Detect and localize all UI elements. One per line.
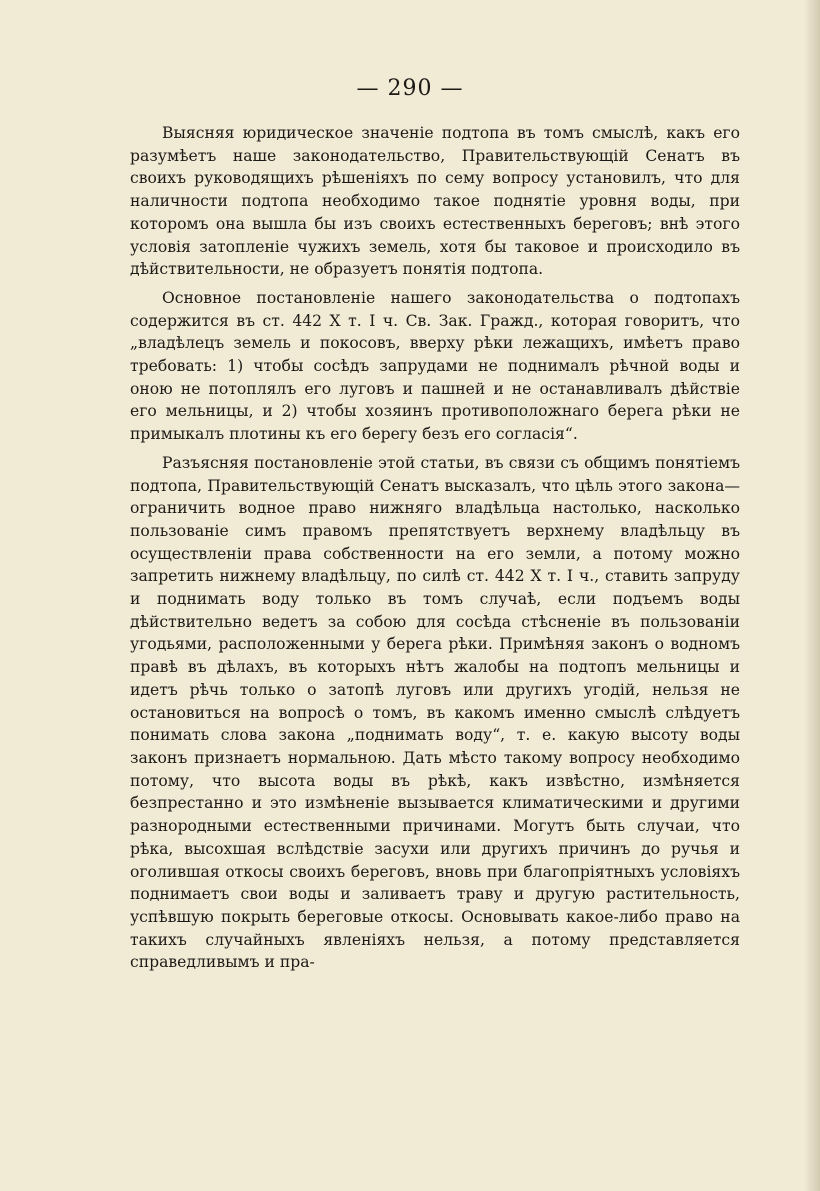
page-edge-shadow [804,0,820,1191]
page-number: — 290 — [356,76,464,101]
body-text [130,122,740,980]
paragraph-3: Разъясняя постановленiе этой статьи, въ связи съ общимъ понятiемъ подтопа, Правительствующiй Сенатъ высказалъ, что цѣль этого закона—ограничить водное право нижняго владѣльца настолько, насколько пользованiе симъ правомъ препятствуетъ верхнему владѣльцу въ осуществленiи права собственности на его земли, а потому можно запретить нижнему владѣльцу, по силѣ ст. 442 X т. I ч., ставить запруду и поднимать воду только въ томъ случаѣ, если подъемъ воды дѣйствительно ведетъ за собою для сосѣда стѣсненiе въ пользованiи угодьями, расположенными у берега рѣки. Примѣняя законъ о водномъ правѣ въ дѣлахъ, въ которыхъ нѣтъ жалобы на подтопъ мельницы и идетъ рѣчь только о затопѣ луговъ или другихъ угодiй, нельзя не остановиться на вопросѣ о томъ, въ какомъ именно смыслѣ слѣдуетъ понимать слова закона „поднимать воду“, т. е. какую высоту воды законъ признаетъ нормальною. Дать мѣсто такому вопросу необходимо потому, что высота воды въ рѣкѣ, какъ извѣстно, измѣняется безпрестанно и это измѣненiе вызывается климатическими и другими разнородными естественными причинами. Могутъ быть случаи, что рѣка, высохшая вслѣдствiе засухи или другихъ причинъ до ручья и оголившая откосы своихъ береговъ, вновь при благопрiятныхъ условiяхъ поднимаетъ свои воды и заливаетъ траву и другую растительность, успѣвшую покрыть береговые откосы. Основывать какое-либо право на такихъ случайныхъ явленiяхъ нельзя, а потому представляется справедливымъ и пра- [130,453,740,972]
paragraph-2: Основное постановленiе нашего законодательства о подтопахъ содержится въ ст. 442 X т. I ч. Св. Зак. Гражд., которая говоритъ, что „владѣлецъ земель и покосовъ, вверху рѣки лежащихъ, имѣетъ право требовать: 1) чтобы сосѣдъ запрудами не поднималъ рѣчной воды и оною не потоплялъ его луговъ и пашней и не останавливалъ дѣйствiе его мельницы, и 2) чтобы хозяинъ противоположнаго берега рѣки не примыкалъ плотины къ его берегу безъ его согласiя“. [130,288,740,444]
paragraph-1: Выясняя юридическое значенiе подтопа въ томъ смыслѣ, какъ его разумѣетъ наше законодательство, Правительствующiй Сенатъ въ своихъ руководящихъ рѣшенiяхъ по сему вопросу установилъ, что для наличности подтопа необходимо такое поднятiе уровня воды, при которомъ она вышла бы изъ своихъ естественныхъ береговъ; внѣ этого условiя затопленiе чужихъ земель, хотя бы таковое и происходило въ дѣйствительности, не образуетъ понятiя подтопа. [130,124,740,279]
